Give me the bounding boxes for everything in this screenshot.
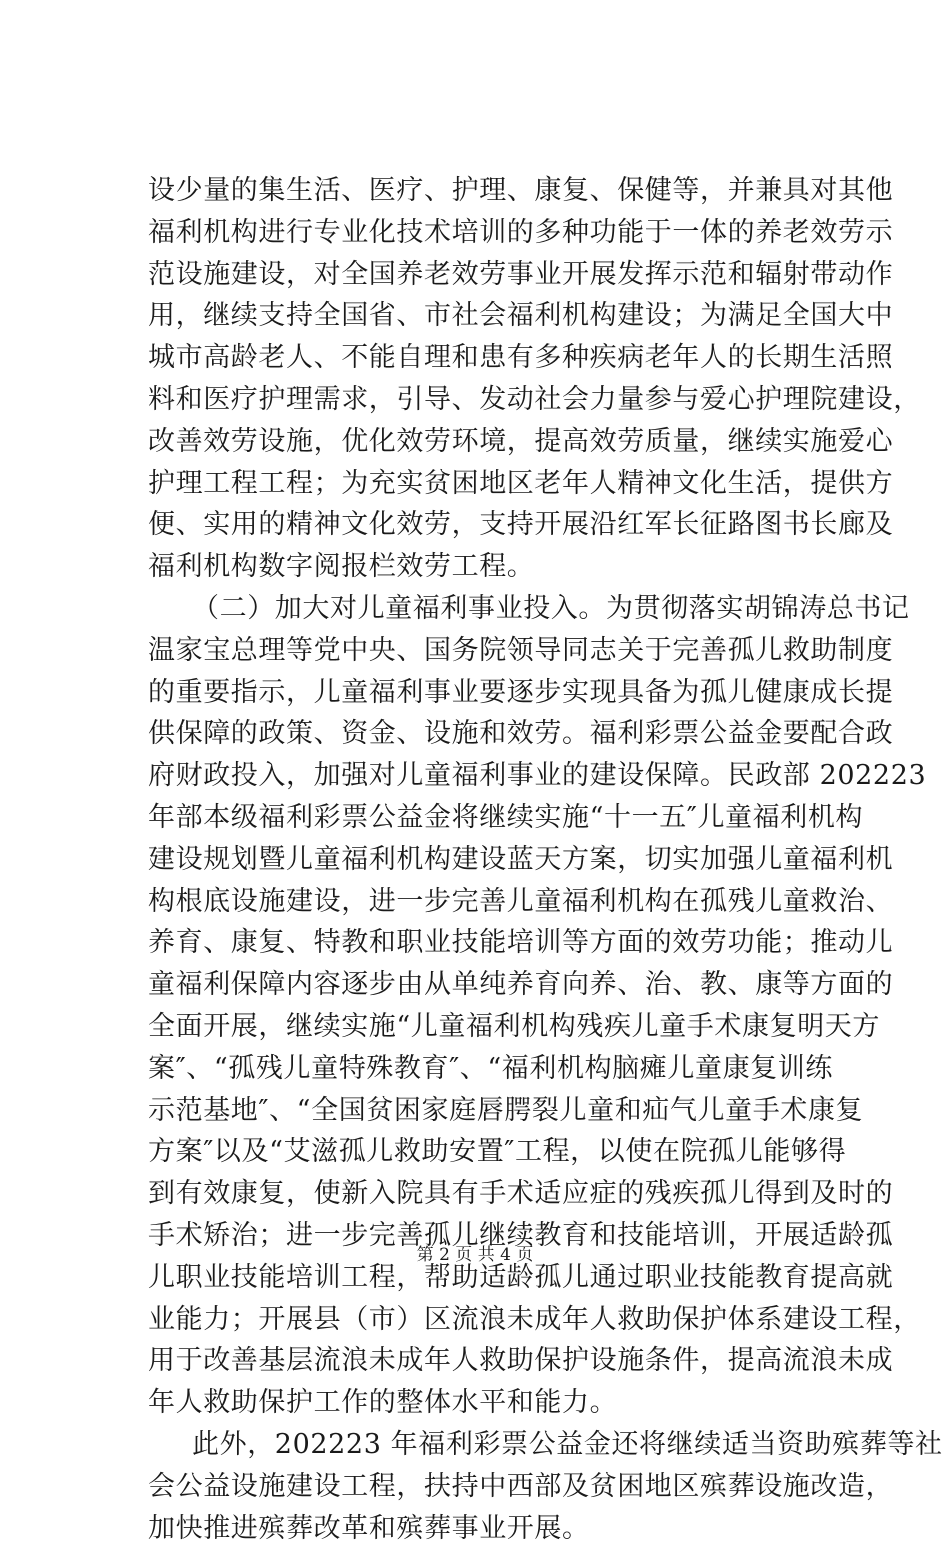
- paragraph-3: [148, 1424, 848, 1549]
- text-line: 养育、康复、特教和职业技能培训等方面的效劳功能；推动儿: [148, 922, 848, 964]
- text-line: （二）加大对儿童福利事业投入。为贯彻落实胡锦涛总书记: [148, 588, 848, 630]
- text-line: 手术矫治；进一步完善孤儿继续教育和技能培训，开展适龄孤: [148, 1215, 848, 1257]
- text-line: 护理工程工程；为充实贫困地区老年人精神文化生活，提供方: [148, 463, 848, 505]
- text-line: 业能力；开展县（市）区流浪未成年人救助保护体系建设工程，: [148, 1299, 848, 1341]
- text-line: 建设规划暨儿童福利机构建设蓝天方案，切实加强儿童福利机: [148, 839, 848, 881]
- document-body: [148, 170, 848, 1549]
- text-line: 年人救助保护工作的整体水平和能力。: [148, 1382, 848, 1424]
- text-line: 儿职业技能培训工程，帮助适龄孤儿通过职业技能教育提高就: [148, 1257, 848, 1299]
- text-line: 示范基地″、“全国贫困家庭唇腭裂儿童和疝气儿童手术康复: [148, 1090, 848, 1132]
- page-number-footer: 第 2 页 共 4 页: [0, 1240, 950, 1265]
- text-line: 到有效康复，使新入院具有手术适应症的残疾孤儿得到及时的: [148, 1173, 848, 1215]
- text-line: 料和医疗护理需求，引导、发动社会力量参与爱心护理院建设，: [148, 379, 848, 421]
- text-line: 加快推进殡葬改革和殡葬事业开展。: [148, 1508, 848, 1549]
- text-line: 设少量的集生活、医疗、护理、康复、保健等，并兼具对其他: [148, 170, 848, 212]
- text-line: 年部本级福利彩票公益金将继续实施“十一五″儿童福利机构: [148, 797, 848, 839]
- text-line: 温家宝总理等党中央、国务院领导同志关于完善孤儿救助制度: [148, 630, 848, 672]
- text-line: 方案″以及“艾滋孤儿救助安置″工程，以使在院孤儿能够得: [148, 1131, 848, 1173]
- text-line: 用，继续支持全国省、市社会福利机构建设；为满足全国大中: [148, 295, 848, 337]
- text-line: 童福利保障内容逐步由从单纯养育向养、治、教、康等方面的: [148, 964, 848, 1006]
- text-line: 改善效劳设施，优化效劳环境，提高效劳质量，继续实施爱心: [148, 421, 848, 463]
- text-line: 城市高龄老人、不能自理和患有多种疾病老年人的长期生活照: [148, 337, 848, 379]
- text-line: 范设施建设，对全国养老效劳事业开展发挥示范和辐射带动作: [148, 254, 848, 296]
- text-line: 福利机构数字阅报栏效劳工程。: [148, 546, 848, 588]
- text-line: 此外，202223 年福利彩票公益金还将继续适当资助殡葬等社: [148, 1424, 848, 1466]
- text-line: 会公益设施建设工程，扶持中西部及贫困地区殡葬设施改造，: [148, 1466, 848, 1508]
- text-line: 案″、“孤残儿童特殊教育″、“福利机构脑瘫儿童康复训练: [148, 1048, 848, 1090]
- text-line: 便、实用的精神文化效劳，支持开展沿红军长征路图书长廊及: [148, 504, 848, 546]
- text-line: 供保障的政策、资金、设施和效劳。福利彩票公益金要配合政: [148, 713, 848, 755]
- text-line: 构根底设施建设，进一步完善儿童福利机构在孤残儿童救治、: [148, 881, 848, 923]
- text-line: 府财政投入，加强对儿童福利事业的建设保障。民政部 202223: [148, 755, 848, 797]
- text-line: 福利机构进行专业化技术培训的多种功能于一体的养老效劳示: [148, 212, 848, 254]
- text-line: 全面开展，继续实施“儿童福利机构残疾儿童手术康复明天方: [148, 1006, 848, 1048]
- paragraph-1: [148, 170, 848, 588]
- text-line: 用于改善基层流浪未成年人救助保护设施条件，提高流浪未成: [148, 1340, 848, 1382]
- text-line: 的重要指示，儿童福利事业要逐步实现具备为孤儿健康成长提: [148, 672, 848, 714]
- paragraph-2: [148, 588, 848, 1424]
